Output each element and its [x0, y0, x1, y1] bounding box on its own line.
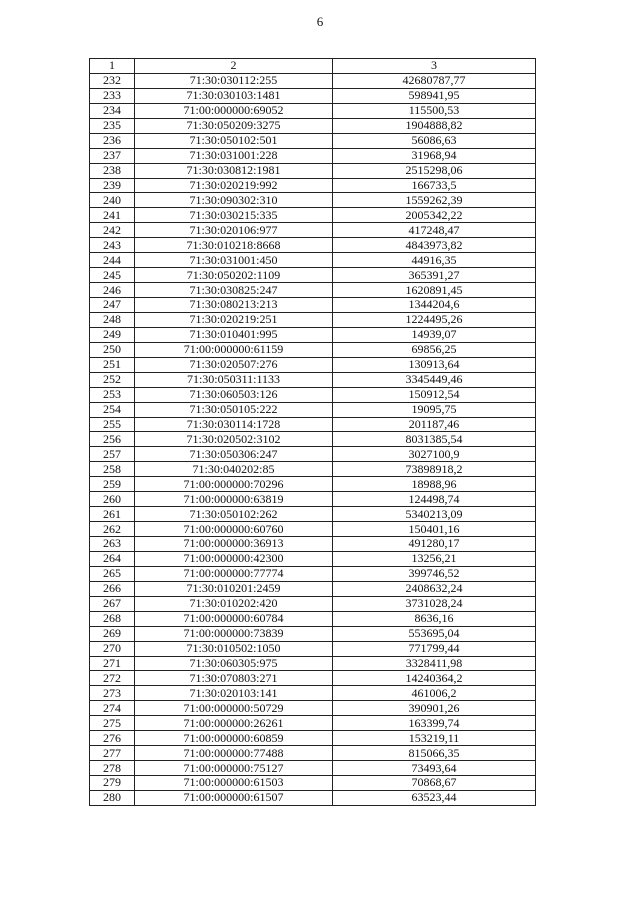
cadastral-value-cell: 63523,44: [333, 790, 536, 805]
cadastral-value-cell: 417248,47: [333, 223, 536, 238]
cadastral-number-cell: 71:00:000000:60859: [135, 731, 333, 746]
cadastral-number-cell: 71:00:000000:69052: [135, 103, 333, 118]
cadastral-value-cell: 598941,95: [333, 88, 536, 103]
cadastral-number-cell: 71:30:030215:335: [135, 208, 333, 223]
cadastral-value-cell: 44916,35: [333, 253, 536, 268]
table-row: [90, 432, 536, 447]
table-row: [90, 357, 536, 372]
cadastral-value-cell: 8636,16: [333, 611, 536, 626]
table-row: [90, 596, 536, 611]
table-row: [90, 73, 536, 88]
cadastral-value-cell: 31968,94: [333, 148, 536, 163]
cadastral-value-cell: 19095,75: [333, 402, 536, 417]
cadastral-number-cell: 71:00:000000:61507: [135, 790, 333, 805]
row-number-cell: 259: [90, 477, 135, 492]
row-number-cell: 237: [90, 148, 135, 163]
cadastral-value-cell: 130913,64: [333, 357, 536, 372]
cadastral-number-cell: 71:30:010201:2459: [135, 581, 333, 596]
row-number-cell: 252: [90, 372, 135, 387]
cadastral-value-cell: 150912,54: [333, 387, 536, 402]
cadastral-value-cell: 771799,44: [333, 641, 536, 656]
cadastral-number-cell: 71:30:070803:271: [135, 671, 333, 686]
row-number-cell: 245: [90, 268, 135, 283]
cadastral-number-cell: 71:00:000000:75127: [135, 761, 333, 776]
row-number-cell: 233: [90, 88, 135, 103]
cadastral-number-cell: 71:30:050209:3275: [135, 118, 333, 133]
table-row: [90, 283, 536, 298]
row-number-cell: 247: [90, 298, 135, 313]
cadastral-number-cell: 71:30:090302:310: [135, 193, 333, 208]
table-row: [90, 641, 536, 656]
cadastral-value-cell: 115500,53: [333, 103, 536, 118]
cadastral-number-cell: 71:00:000000:61159: [135, 342, 333, 357]
cadastral-value-cell: 2515298,06: [333, 163, 536, 178]
table-row: [90, 178, 536, 193]
row-number-cell: 264: [90, 551, 135, 566]
table-row: [90, 626, 536, 641]
cadastral-number-cell: 71:00:000000:61503: [135, 776, 333, 791]
cadastral-value-cell: 13256,21: [333, 551, 536, 566]
column-header-cadastral-number: 2: [135, 59, 333, 74]
cadastral-value-cell: 3731028,24: [333, 596, 536, 611]
cadastral-number-cell: 71:00:000000:77488: [135, 746, 333, 761]
cadastral-number-cell: 71:30:031001:450: [135, 253, 333, 268]
row-number-cell: 278: [90, 761, 135, 776]
table-header-row: [90, 59, 536, 74]
row-number-cell: 241: [90, 208, 135, 223]
cadastral-value-table: [89, 58, 536, 806]
table-row: [90, 193, 536, 208]
row-number-cell: 266: [90, 581, 135, 596]
cadastral-number-cell: 71:00:000000:63819: [135, 492, 333, 507]
cadastral-number-cell: 71:30:010401:995: [135, 327, 333, 342]
cadastral-value-cell: 163399,74: [333, 716, 536, 731]
cadastral-number-cell: 71:00:000000:77774: [135, 566, 333, 581]
table-row: [90, 716, 536, 731]
row-number-cell: 240: [90, 193, 135, 208]
table-row: [90, 776, 536, 791]
cadastral-number-cell: 71:30:050306:247: [135, 447, 333, 462]
table-row: [90, 761, 536, 776]
cadastral-value-cell: 14240364,2: [333, 671, 536, 686]
page-number: 6: [316, 14, 324, 29]
row-number-cell: 246: [90, 283, 135, 298]
cadastral-value-cell: 1620891,45: [333, 283, 536, 298]
cadastral-value-cell: 5340213,09: [333, 507, 536, 522]
cadastral-value-cell: 124498,74: [333, 492, 536, 507]
cadastral-number-cell: 71:30:050102:501: [135, 133, 333, 148]
table-body: [90, 73, 536, 805]
row-number-cell: 248: [90, 312, 135, 327]
row-number-cell: 265: [90, 566, 135, 581]
row-number-cell: 239: [90, 178, 135, 193]
cadastral-number-cell: 71:30:020219:251: [135, 312, 333, 327]
row-number-cell: 232: [90, 73, 135, 88]
cadastral-value-cell: 70868,67: [333, 776, 536, 791]
row-number-cell: 267: [90, 596, 135, 611]
table-row: [90, 551, 536, 566]
row-number-cell: 280: [90, 790, 135, 805]
table-row: [90, 133, 536, 148]
table-row: [90, 298, 536, 313]
cadastral-number-cell: 71:00:000000:70296: [135, 477, 333, 492]
row-number-cell: 269: [90, 626, 135, 641]
row-number-cell: 250: [90, 342, 135, 357]
row-number-cell: 236: [90, 133, 135, 148]
cadastral-number-cell: 71:30:050311:1133: [135, 372, 333, 387]
cadastral-value-cell: 166733,5: [333, 178, 536, 193]
table-row: [90, 402, 536, 417]
cadastral-value-cell: 14939,07: [333, 327, 536, 342]
cadastral-number-cell: 71:30:010502:1050: [135, 641, 333, 656]
cadastral-value-cell: 461006,2: [333, 686, 536, 701]
cadastral-value-cell: 42680787,77: [333, 73, 536, 88]
table-row: [90, 387, 536, 402]
row-number-cell: 275: [90, 716, 135, 731]
cadastral-number-cell: 71:00:000000:73839: [135, 626, 333, 641]
cadastral-value-cell: 815066,35: [333, 746, 536, 761]
cadastral-number-cell: 71:00:000000:26261: [135, 716, 333, 731]
row-number-cell: 251: [90, 357, 135, 372]
cadastral-value-cell: 150401,16: [333, 522, 536, 537]
cadastral-number-cell: 71:30:020502:3102: [135, 432, 333, 447]
row-number-cell: 270: [90, 641, 135, 656]
cadastral-value-cell: 1904888,82: [333, 118, 536, 133]
table-row: [90, 208, 536, 223]
row-number-cell: 260: [90, 492, 135, 507]
cadastral-value-cell: 4843973,82: [333, 238, 536, 253]
cadastral-value-cell: 399746,52: [333, 566, 536, 581]
cadastral-number-cell: 71:30:050202:1109: [135, 268, 333, 283]
row-number-cell: 238: [90, 163, 135, 178]
cadastral-number-cell: 71:30:060503:126: [135, 387, 333, 402]
table-row: [90, 537, 536, 552]
row-number-cell: 271: [90, 656, 135, 671]
row-number-cell: 234: [90, 103, 135, 118]
row-number-cell: 276: [90, 731, 135, 746]
row-number-cell: 258: [90, 462, 135, 477]
cadastral-number-cell: 71:00:000000:36913: [135, 537, 333, 552]
cadastral-number-cell: 71:30:020219:992: [135, 178, 333, 193]
table-row: [90, 88, 536, 103]
table-row: [90, 462, 536, 477]
column-header-number: 1: [90, 59, 135, 74]
cadastral-number-cell: 71:30:010218:8668: [135, 238, 333, 253]
table-row: [90, 507, 536, 522]
table-row: [90, 522, 536, 537]
cadastral-value-cell: 390901,26: [333, 701, 536, 716]
table-row: [90, 238, 536, 253]
cadastral-value-cell: 365391,27: [333, 268, 536, 283]
cadastral-number-cell: 71:30:050105:222: [135, 402, 333, 417]
row-number-cell: 268: [90, 611, 135, 626]
table-row: [90, 566, 536, 581]
table-row: [90, 731, 536, 746]
table-row: [90, 268, 536, 283]
column-header-value: 3: [333, 59, 536, 74]
cadastral-value-cell: 201187,46: [333, 417, 536, 432]
row-number-cell: 256: [90, 432, 135, 447]
cadastral-number-cell: 71:30:030114:1728: [135, 417, 333, 432]
table-row: [90, 223, 536, 238]
table-row: [90, 342, 536, 357]
row-number-cell: 273: [90, 686, 135, 701]
table-row: [90, 148, 536, 163]
cadastral-number-cell: 71:30:060305:975: [135, 656, 333, 671]
cadastral-number-cell: 71:30:031001:228: [135, 148, 333, 163]
cadastral-value-cell: 2005342,22: [333, 208, 536, 223]
cadastral-number-cell: 71:30:030812:1981: [135, 163, 333, 178]
cadastral-number-cell: 71:00:000000:50729: [135, 701, 333, 716]
table-row: [90, 103, 536, 118]
row-number-cell: 272: [90, 671, 135, 686]
cadastral-value-cell: 56086,63: [333, 133, 536, 148]
cadastral-value-cell: 553695,04: [333, 626, 536, 641]
table-row: [90, 671, 536, 686]
table-row: [90, 163, 536, 178]
cadastral-number-cell: 71:30:030103:1481: [135, 88, 333, 103]
row-number-cell: 249: [90, 327, 135, 342]
cadastral-number-cell: 71:00:000000:60760: [135, 522, 333, 537]
row-number-cell: 257: [90, 447, 135, 462]
table-row: [90, 477, 536, 492]
row-number-cell: 235: [90, 118, 135, 133]
cadastral-value-cell: 8031385,54: [333, 432, 536, 447]
table-row: [90, 746, 536, 761]
cadastral-value-cell: 3027100,9: [333, 447, 536, 462]
cadastral-value-cell: 1344204,6: [333, 298, 536, 313]
cadastral-value-cell: 1559262,39: [333, 193, 536, 208]
table-row: [90, 656, 536, 671]
cadastral-value-cell: 3345449,46: [333, 372, 536, 387]
cadastral-number-cell: 71:00:000000:42300: [135, 551, 333, 566]
cadastral-number-cell: 71:00:000000:60784: [135, 611, 333, 626]
row-number-cell: 277: [90, 746, 135, 761]
cadastral-value-cell: 2408632,24: [333, 581, 536, 596]
table-row: [90, 253, 536, 268]
cadastral-value-cell: 3328411,98: [333, 656, 536, 671]
row-number-cell: 254: [90, 402, 135, 417]
cadastral-number-cell: 71:30:020106:977: [135, 223, 333, 238]
cadastral-value-cell: 1224495,26: [333, 312, 536, 327]
table-row: [90, 372, 536, 387]
table-row: [90, 581, 536, 596]
table-row: [90, 312, 536, 327]
cadastral-number-cell: 71:30:020507:276: [135, 357, 333, 372]
row-number-cell: 262: [90, 522, 135, 537]
row-number-cell: 274: [90, 701, 135, 716]
row-number-cell: 263: [90, 537, 135, 552]
cadastral-value-cell: 69856,25: [333, 342, 536, 357]
cadastral-value-cell: 18988,96: [333, 477, 536, 492]
table-row: [90, 611, 536, 626]
table-row: [90, 492, 536, 507]
cadastral-number-cell: 71:30:010202:420: [135, 596, 333, 611]
row-number-cell: 261: [90, 507, 135, 522]
cadastral-number-cell: 71:30:020103:141: [135, 686, 333, 701]
cadastral-value-cell: 491280,17: [333, 537, 536, 552]
table-row: [90, 447, 536, 462]
row-number-cell: 243: [90, 238, 135, 253]
cadastral-number-cell: 71:30:030112:255: [135, 73, 333, 88]
table-row: [90, 327, 536, 342]
row-number-cell: 244: [90, 253, 135, 268]
table-row: [90, 417, 536, 432]
row-number-cell: 255: [90, 417, 135, 432]
row-number-cell: 253: [90, 387, 135, 402]
cadastral-number-cell: 71:30:080213:213: [135, 298, 333, 313]
cadastral-value-cell: 73493,64: [333, 761, 536, 776]
cadastral-value-cell: 73898918,2: [333, 462, 536, 477]
table-row: [90, 790, 536, 805]
cadastral-number-cell: 71:30:040202:85: [135, 462, 333, 477]
table-row: [90, 686, 536, 701]
cadastral-number-cell: 71:30:030825:247: [135, 283, 333, 298]
cadastral-value-cell: 153219,11: [333, 731, 536, 746]
table-row: [90, 701, 536, 716]
row-number-cell: 279: [90, 776, 135, 791]
table-row: [90, 118, 536, 133]
cadastral-number-cell: 71:30:050102:262: [135, 507, 333, 522]
row-number-cell: 242: [90, 223, 135, 238]
